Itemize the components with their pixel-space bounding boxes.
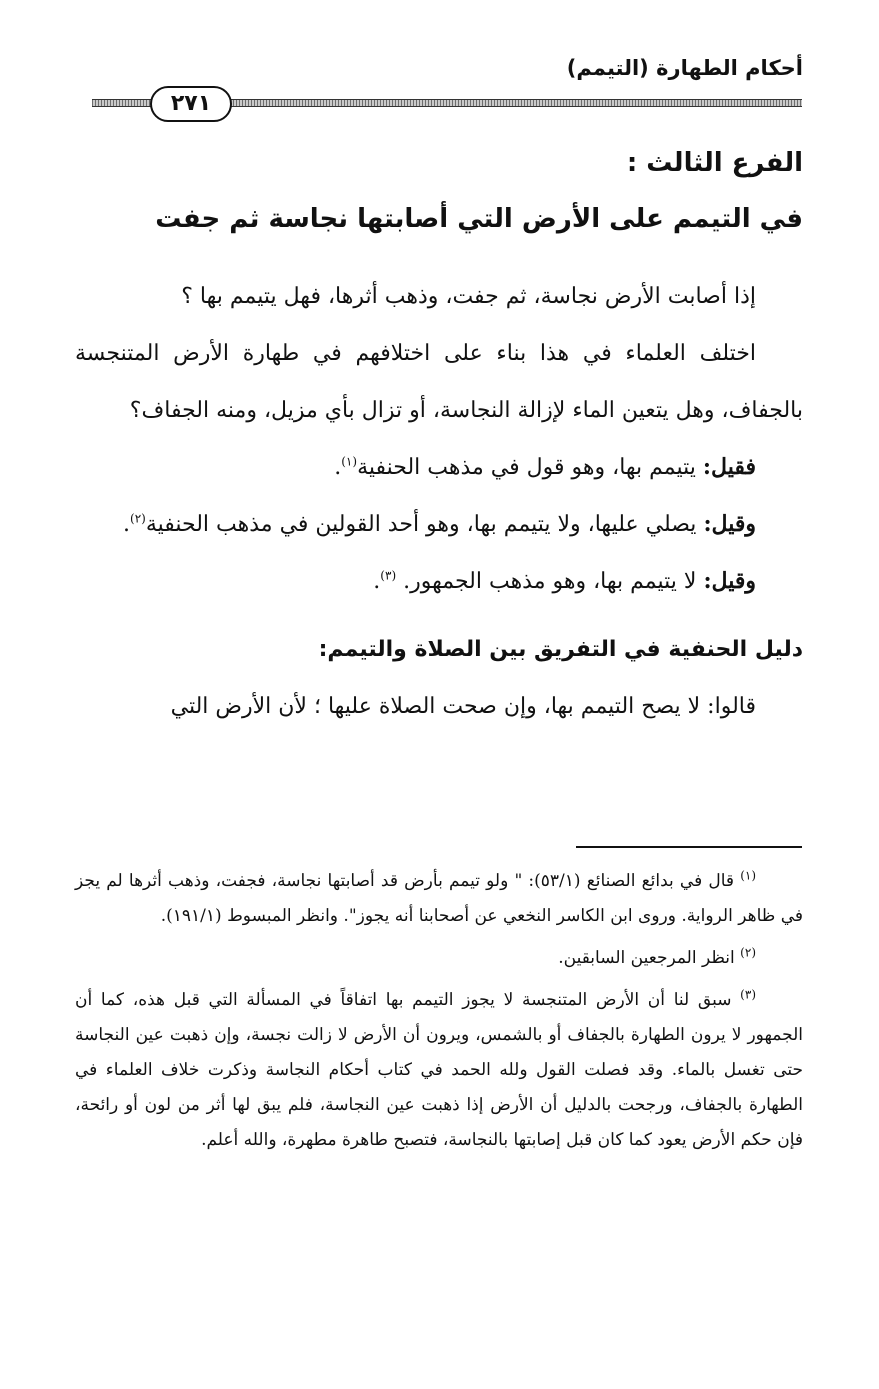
footnote-number: (١) xyxy=(740,868,757,883)
paragraph: إذا أصابت الأرض نجاسة، ثم جفت، وذهب أثرها، فهل يتيمم بها ؟ xyxy=(181,284,756,309)
opinion-paragraph xyxy=(75,496,803,553)
footnote xyxy=(75,864,803,934)
paragraph: اختلف العلماء في هذا بناء على اختلافهم في طهارة الأرض المتنجسة بالجفاف، وهل يتعين الماء لإزالة النجاسة، أو تزال بأي مزيل، ومنه الجفاف؟ xyxy=(75,341,803,423)
opinion-lead: وقيل: xyxy=(703,568,756,594)
opinion-paragraph xyxy=(75,439,803,496)
footnote-ref: (٣) xyxy=(380,568,397,583)
footnote xyxy=(75,941,803,976)
paragraph: قالوا: لا يصح التيمم بها، وإن صحت الصلاة عليها ؛ لأن الأرض التي xyxy=(170,694,756,719)
page-number: ٢٧١ xyxy=(150,86,232,122)
opinion-text: لا يتيمم بها، وهو مذهب الجمهور. xyxy=(396,569,704,594)
section-heading: الفرع الثالث : xyxy=(626,148,803,178)
subsection-heading: دليل الحنفية في التفريق بين الصلاة والتيمم: xyxy=(318,637,803,662)
opinion-lead: وقيل: xyxy=(703,511,756,537)
footnote-ref: (٢) xyxy=(130,511,146,526)
period: . xyxy=(123,512,130,537)
footnote-separator xyxy=(576,846,802,848)
footnote-number: (٣) xyxy=(740,987,756,1002)
footnote-number: (٢) xyxy=(740,945,756,960)
opinion-text: يتيمم بها، وهو قول في مذهب الحنفية xyxy=(357,455,703,480)
running-header-title: أحكام الطهارة (التيمم) xyxy=(566,56,803,80)
topic-heading: في التيمم على الأرض التي أصابتها نجاسة ثم جفت xyxy=(155,204,803,234)
footnotes xyxy=(75,864,803,1165)
body-text xyxy=(75,268,803,735)
opinion-lead: فقيل: xyxy=(702,454,756,480)
footnote-ref: (١) xyxy=(341,454,358,469)
period: . xyxy=(334,455,342,480)
period: . xyxy=(373,569,381,594)
footnote xyxy=(75,983,803,1158)
footnote-text: قال في بدائع الصنائع (٥٣/١): " ولو تيمم بأرض قد أصابتها نجاسة، فجفت، وذهب أثرها لم يجز في ظاهر الرواية. وروى ابن الكاسر النخعي عن أصحابنا أنه يجوز". وانظر المبسوط (١٩١/١). xyxy=(75,871,803,926)
opinion-text: يصلي عليها، ولا يتيمم بها، وهو أحد القولين في مذهب الحنفية xyxy=(145,512,704,537)
footnote-text: انظر المرجعين السابقين. xyxy=(558,948,735,968)
footnote-text: سبق لنا أن الأرض المتنجسة لا يجوز التيمم بها اتفاقاً في المسألة التي قبل هذه، كما أن الجمهور لا يرون الطهارة بالجفاف أو بالشمس، ويرون أن الأرض لا زالت نجسة، وإن ذهبت عين النجاسة حتى تغسل بالماء. وقد فصلت القول ولله الحمد في كتاب أحكام النجاسة وذكرت خلاف العلماء في الطهارة بالجفاف، ورجحت بالدليل أن الأرض إذا ذهبت عين النجاسة، فلم يبق لها أثر من لون أو رائحة، فإن حكم الأرض يعود كما كان قبل إصابتها بالنجاسة، فتصبح طاهرة مطهرة، والله أعلم. xyxy=(75,990,803,1150)
opinion-paragraph xyxy=(75,553,803,610)
